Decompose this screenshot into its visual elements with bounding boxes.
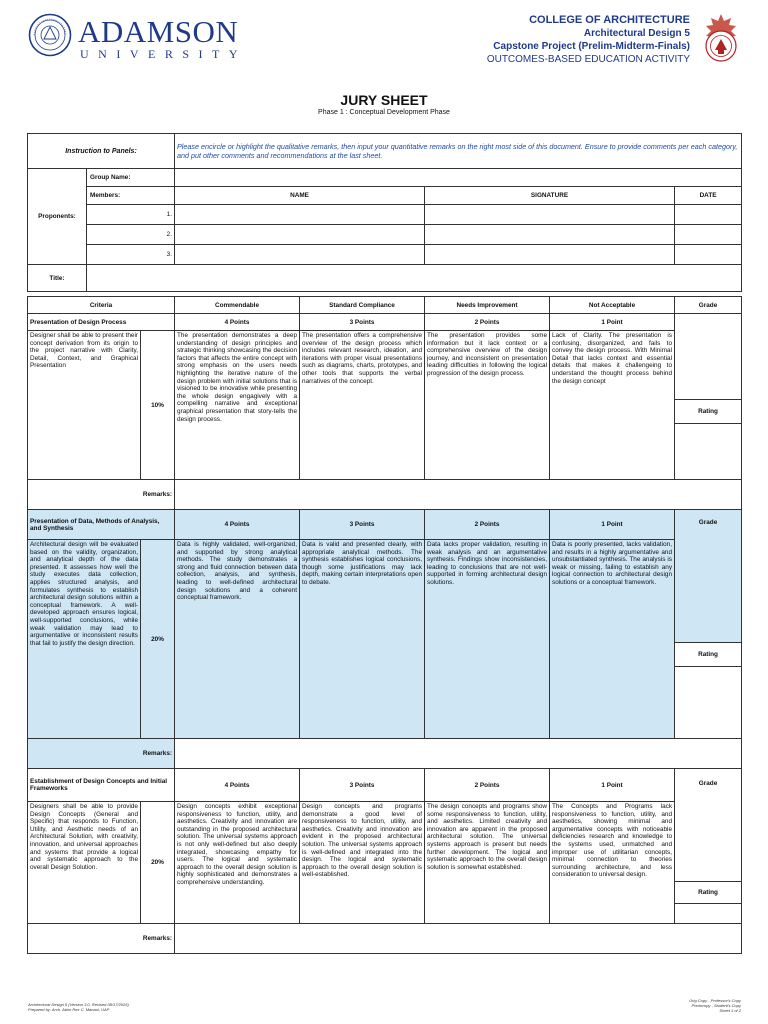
points-4[interactable]: 4 Points <box>175 314 300 331</box>
points-1[interactable]: 1 Point <box>550 769 675 802</box>
rating-cell[interactable] <box>675 424 742 480</box>
criterion-2-body-row <box>28 540 742 643</box>
header-right-block <box>487 14 690 66</box>
remarks-label: Remarks: <box>28 924 175 954</box>
college-name: COLLEGE OF ARCHITECTURE <box>529 14 690 26</box>
points-2[interactable]: 2 Points <box>425 510 550 540</box>
standard-text[interactable]: The presentation offers a comprehensive overview of the design process which includes relevant research, ideation, and iterations with proper visual presentations such as diagrams, charts, prototypes, and other tools that supports the verbal narratives of the concept. <box>300 331 425 480</box>
points-2[interactable]: 2 Points <box>425 314 550 331</box>
points-3[interactable]: 3 Points <box>300 314 425 331</box>
remarks-field[interactable] <box>175 739 742 769</box>
needs-improvement-header: Needs Improvement <box>425 297 550 314</box>
commendable-text[interactable]: Design concepts exhibit exceptional responsiveness to function, utility, and aesthetics. Creativity and innovation are outstanding in the proposed architectural solution. The universal systems approach is not only well-defined but also deeply integrated, showcasing empathy for users. The logical and systematic approach to the overall design solution is highly sophisticated and demonstrates a comprehensive understanding. <box>175 802 300 924</box>
footer-photocopy: Photocopy - Student's Copy <box>691 1003 741 1008</box>
commendable-text[interactable]: Data is highly validated, well-organized, and supported by strong analytical methods. The study demonstrates a strong and fluid connection between data collection, analysis, and synthesis, leading to well-defined architectural design solutions and a coherent conceptual framework. <box>175 540 300 739</box>
footer-left <box>28 1002 129 1012</box>
not-acceptable-text[interactable]: The Concepts and Programs lack responsiveness to function, utility, and aesthetics, showing minimal and argumentative concepts with noticeable deficiencies research and knowledge to the systems used, unmatched and improper use of utilitarian concepts, minimal connection to theories surrounding architecture, and less consideration to universal design. <box>550 802 675 924</box>
not-acceptable-text[interactable]: Lack of Clarity. The presentation is confusing, disorganized, and fails to convey the design process. With Minimal Detail that lacks context and essential details that makes it challengeing to understand the thought process behind the design concept <box>550 331 675 480</box>
document-subtitle: Phase 1 : Conceptual Development Phase <box>318 109 450 116</box>
remarks-label: Remarks: <box>28 739 175 769</box>
criterion-3-title-row <box>28 769 742 802</box>
footer-version: Architectural Design 5 (Version 3.0, Revised 08/17/2025) <box>28 1002 129 1007</box>
commendable-header: Commendable <box>175 297 300 314</box>
document-title: JURY SHEET <box>340 92 428 108</box>
title-label: Title: <box>28 265 87 292</box>
points-1[interactable]: 1 Point <box>550 510 675 540</box>
criterion-weight: 20% <box>141 802 175 924</box>
criterion-weight: 20% <box>141 540 175 739</box>
standard-header: Standard Compliance <box>300 297 425 314</box>
criterion-1-body-row <box>28 331 742 400</box>
member-date-field[interactable] <box>675 245 742 265</box>
criterion-description: Designer shall be able to present their concept derivation from its origin to the project narrative with Clarity, Detail, Context, and Graphical Presentation <box>28 331 141 480</box>
member-name-field[interactable] <box>175 245 425 265</box>
footer-orig-copy: Orig Copy - Professor's Copy <box>689 998 741 1003</box>
criterion-2-title-row <box>28 510 742 540</box>
criterion-1-title-row <box>28 314 742 331</box>
criterion-description: Architectural design will be evaluated based on the validity, organization, and analytical depth of the data presented. It assesses how well the study executes data collection, applies structured analysis, and formulates synthesis to establish architectural design solutions within a conceptual framework. A well-developed approach ensures logical, well-supported conclusions, while weak validation may lead to argumentative or inconsistent results that fail to justify the design direction. <box>28 540 141 739</box>
footer-prepared-by: Prepared by: Arch. Abim Rex C. Manaol, UAP <box>28 1007 110 1012</box>
criteria-header: Criteria <box>28 297 175 314</box>
member-name-field[interactable] <box>175 225 425 245</box>
group-name-label: Group Name: <box>87 169 175 187</box>
member-date-field[interactable] <box>675 225 742 245</box>
rating-label: Rating <box>675 882 742 904</box>
member-signature-field[interactable] <box>425 225 675 245</box>
standard-text[interactable]: Data is valid and presented clearly, with appropriate analytical methods. The synthesis establishes logical conclusions, though some justifications may lack depth, making certain interpretations open to debate. <box>300 540 425 739</box>
footer-right <box>689 998 741 1013</box>
rating-label: Rating <box>675 400 742 424</box>
criteria-header-row <box>28 297 742 314</box>
not-acceptable-text[interactable]: Data is poorly presented, lacks validation, and results in a highly argumentative and unsubstantiated synthesis. The analysis is weak or missing, failing to establish any logical connection to architectural design solutions or a conceptual framework. <box>550 540 675 739</box>
not-acceptable-header: Not Acceptable <box>550 297 675 314</box>
rating-cell[interactable] <box>675 667 742 739</box>
commendable-text[interactable]: The presentation demonstrates a deep understanding of design principles and strategic thinking showcasing the decision factors that affects the entire concept with strong emphasis on the users needs highlighting the iterative nature of the design problem with initial solutions that is visioned to be innovative while presenting the whole design engagively with a compelling narrative and exceptional graphical presentation that story-tells the design process. <box>175 331 300 480</box>
course-name: Architectural Design 5 <box>583 28 690 39</box>
member-date-field[interactable] <box>675 205 742 225</box>
criterion-3-body-row <box>28 802 742 882</box>
project-name: Capstone Project (Prelim-Midterm-Finals) <box>493 41 690 52</box>
points-2[interactable]: 2 Points <box>425 769 550 802</box>
needs-improvement-text[interactable]: Data lacks proper validation, resulting in weak analysis and an argumentative synthesis. Findings show inconsistencies, leading to conclusions that are not well-supported in forming architectural design solutions. <box>425 540 550 739</box>
member-number: 2. <box>87 225 175 245</box>
member-row <box>28 225 742 245</box>
remarks-field[interactable] <box>175 924 742 954</box>
rating-cell[interactable] <box>675 904 742 924</box>
university-sub: UNIVERSITY <box>80 47 247 61</box>
points-1[interactable]: 1 Point <box>550 314 675 331</box>
criterion-title: Presentation of Data, Methods of Analysis, and Synthesis <box>28 510 175 540</box>
instruction-label: Instruction to Panels: <box>28 134 175 169</box>
remarks-label: Remarks: <box>28 480 175 510</box>
proponents-label: Proponents: <box>28 169 87 265</box>
group-name-row <box>28 169 742 187</box>
criterion-weight: 10% <box>141 331 175 480</box>
col-signature-header: SIGNATURE <box>425 187 675 205</box>
grade-label: Grade <box>675 510 742 643</box>
adamson-seal-icon <box>28 13 72 57</box>
remarks-row <box>28 480 742 510</box>
needs-improvement-text[interactable]: The presentation provides some information but it lack context or a comprehensive overview of the design journey, and inconsistent on presentation leading difficulties in following the logical progression of the design process. <box>425 331 550 480</box>
needs-improvement-text[interactable]: The design concepts and programs show some responsiveness to function, utility, and aesthetics. Limited creativity and innovation are apparent in the proposed architectural solution. The universal systems approach is present but needs further development. The logical and systematic approach to the overall design solution is somewhat established. <box>425 802 550 924</box>
points-3[interactable]: 3 Points <box>300 769 425 802</box>
points-3[interactable]: 3 Points <box>300 510 425 540</box>
points-4[interactable]: 4 Points <box>175 769 300 802</box>
grade-label: Grade <box>675 769 742 882</box>
col-name-header: NAME <box>175 187 425 205</box>
member-signature-field[interactable] <box>425 245 675 265</box>
remarks-row <box>28 924 742 954</box>
col-date-header: DATE <box>675 187 742 205</box>
remarks-row <box>28 739 742 769</box>
members-label: Members: <box>87 187 175 205</box>
member-row <box>28 245 742 265</box>
instruction-text: Please encircle or highlight the qualitative remarks, then input your quantitative remarks on the right most side of this document. Ensure to provide comments per each category, and put other comments and recommendations at the last sheet. <box>175 134 742 169</box>
footer-sheet-number: Sheet 1 of 2 <box>719 1008 741 1013</box>
members-header-row <box>28 187 742 205</box>
member-signature-field[interactable] <box>425 205 675 225</box>
criterion-description: Designers shall be able to provide Design Concepts (General and Specific) that responds to Function, Utility, and Aesthetic needs of an Architectural Solution, with creativity, innovation, and universal approaches and systems that provide a logical and systematic approach to the overall Design Solution. <box>28 802 141 924</box>
criterion-title: Presentation of Design Process <box>28 314 175 331</box>
points-4[interactable]: 4 Points <box>175 510 300 540</box>
member-number: 1. <box>87 205 175 225</box>
standard-text[interactable]: Design concepts and programs demonstrate a good level of responsiveness to function, utility, and aesthetics. Creativity and innovation are evident in the proposed architectural solution. The universal systems approach is well-defined and integrated into the design. The logical and systematic approach to the overall design solution is well-established. <box>300 802 425 924</box>
grade-header: Grade <box>675 297 742 314</box>
instruction-row <box>28 134 742 169</box>
title-row <box>28 265 742 292</box>
title-field[interactable] <box>87 265 742 292</box>
group-name-field[interactable] <box>175 169 742 187</box>
activity-name: OUTCOMES-BASED EDUCATION ACTIVITY <box>486 54 690 65</box>
university-name: ADAMSON <box>78 14 239 49</box>
grade-cell[interactable] <box>675 314 742 400</box>
remarks-field[interactable] <box>175 480 742 510</box>
criterion-title: Establishment of Design Concepts and Initial Frameworks <box>28 769 175 802</box>
member-row <box>28 205 742 225</box>
jury-sheet-table <box>27 133 742 954</box>
college-seal-icon <box>698 12 744 68</box>
rating-label: Rating <box>675 643 742 667</box>
member-name-field[interactable] <box>175 205 425 225</box>
member-number: 3. <box>87 245 175 265</box>
